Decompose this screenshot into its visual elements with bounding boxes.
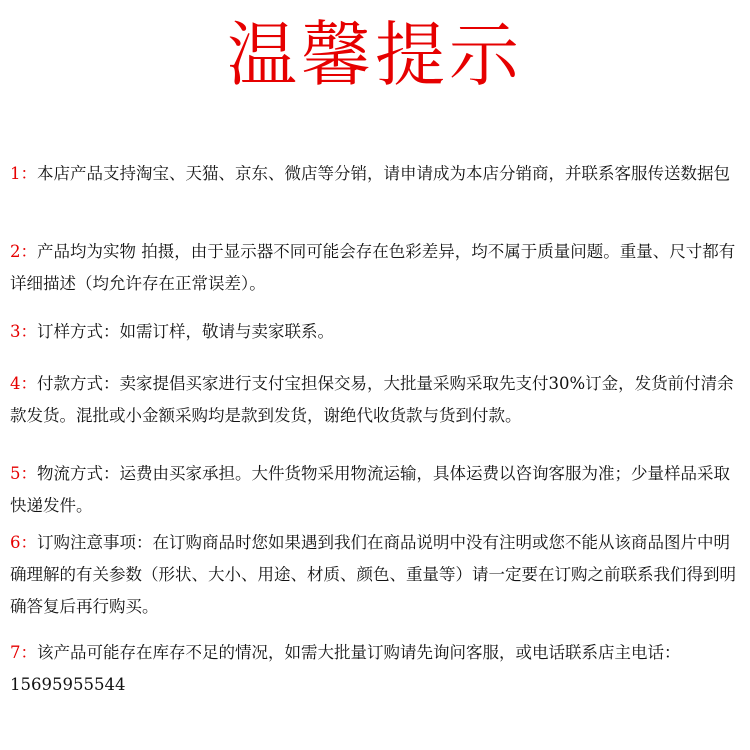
notice-item-7 xyxy=(10,637,738,701)
notice-text: 物流方式：运费由买家承担。大件货物采用物流运输，具体运费以咨询客服为准；少量样品采取快递发件。 xyxy=(10,464,730,515)
notice-item-6 xyxy=(10,527,738,623)
notice-item-3 xyxy=(10,316,738,348)
notice-number: 3： xyxy=(10,322,37,341)
notice-item-1 xyxy=(10,158,738,190)
notice-text: 付款方式：卖家提倡买家进行支付宝担保交易，大批量采购采取先支付30%订金，发货前付清余款发货。混批或小金额采购均是款到发货，谢绝代收货款与货到付款。 xyxy=(10,374,734,425)
notice-number: 4： xyxy=(10,374,37,393)
notice-number: 1： xyxy=(10,164,37,183)
notice-text: 本店产品支持淘宝、天猫、京东、微店等分销，请申请成为本店分销商，并联系客服传送数据包 xyxy=(37,164,730,183)
notice-item-4 xyxy=(10,368,738,432)
page-title: 温馨提示 xyxy=(227,14,523,96)
notice-item-5 xyxy=(10,458,738,522)
notice-number: 7： xyxy=(10,643,37,662)
notice-item-2 xyxy=(10,236,738,300)
notice-text: 订购注意事项：在订购商品时您如果遇到我们在商品说明中没有注明或您不能从该商品图片中明确理解的有关参数（形状、大小、用途、材质、颜色、重量等）请一定要在订购之前联系我们得到明确答复后再行购买。 xyxy=(10,533,736,616)
notice-number: 6： xyxy=(10,533,37,552)
notice-text: 产品均为实物 拍摄，由于显示器不同可能会存在色彩差异，均不属于质量问题。重量、尺寸都有详细描述（均允许存在正常误差）。 xyxy=(10,242,736,293)
notice-number: 5： xyxy=(10,464,37,483)
notice-text: 该产品可能存在库存不足的情况，如需大批量订购请先询问客服，或电话联系店主电话：15695955544 xyxy=(10,643,681,694)
notice-text: 订样方式：如需订样，敬请与卖家联系。 xyxy=(37,322,334,341)
notice-number: 2： xyxy=(10,242,37,261)
